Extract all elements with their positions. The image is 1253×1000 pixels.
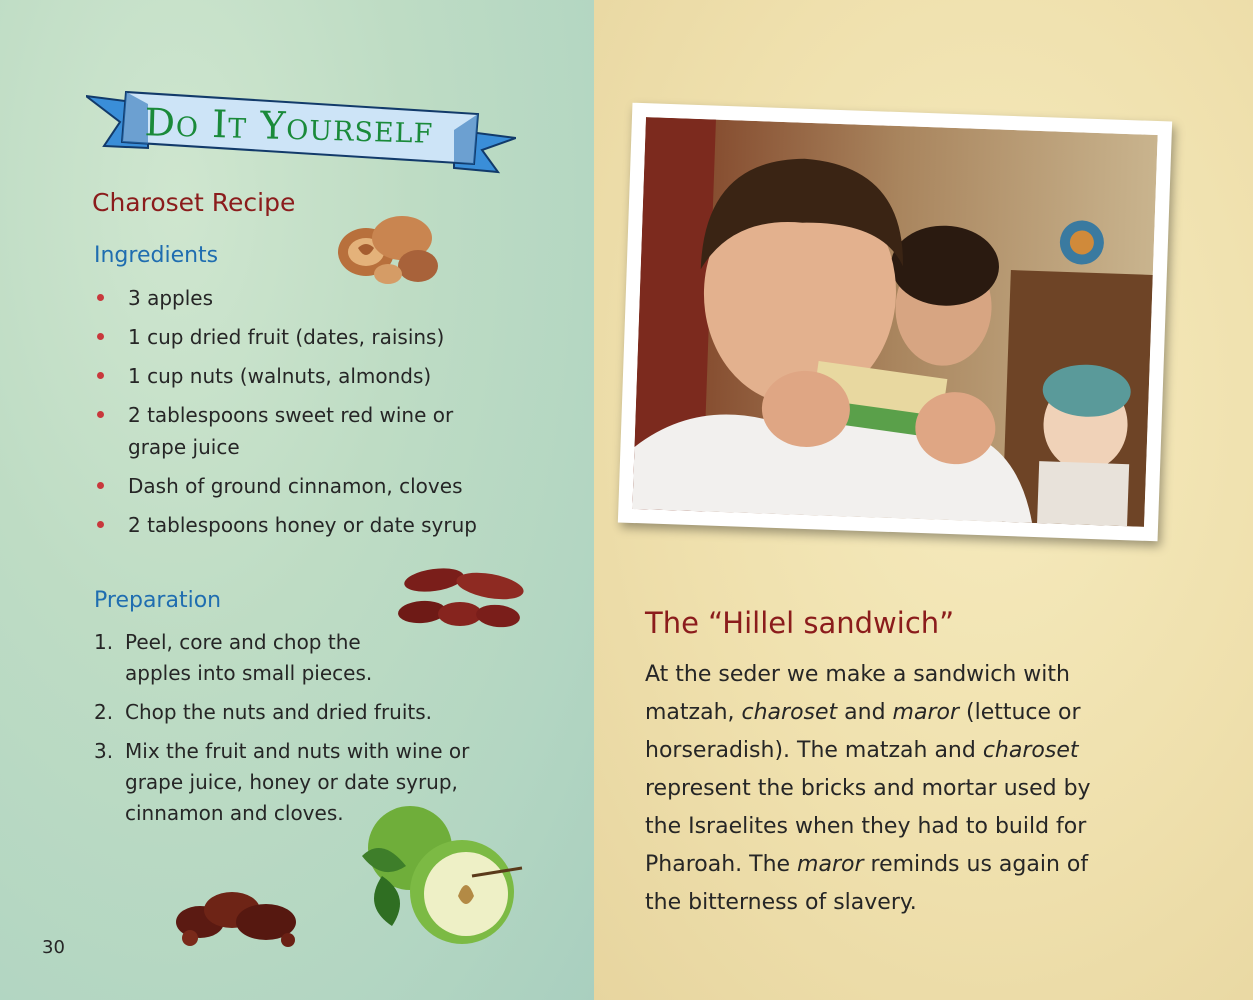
page-number: 30: [42, 937, 65, 958]
photo-frame: [618, 103, 1172, 542]
step-number: 3.: [94, 739, 114, 763]
recipe-title: Charoset Recipe: [92, 188, 296, 217]
list-item: 3 apples: [94, 282, 564, 314]
body-text: represent the bricks and mortar used by the Israelites when they had to build for Pharoah. The: [645, 776, 1091, 877]
green-apples-icon: [362, 796, 532, 948]
ingredients-heading: Ingredients: [94, 243, 219, 268]
section-heading: The “Hillel sandwich”: [645, 606, 955, 640]
dates-icon: [394, 562, 534, 634]
step-text: Mix the fruit and nuts with wine or grape juice, honey or date syrup, cinnamon and cloves.: [125, 739, 470, 825]
boy-eating-matzah-photo: [632, 117, 1157, 527]
list-item: 2 tablespoons honey or date syrup: [94, 509, 564, 541]
step-text: Chop the nuts and dried fruits.: [125, 700, 433, 724]
list-item: 1 cup nuts (walnuts, almonds): [94, 360, 564, 392]
body-text: and: [837, 700, 893, 725]
italic-term: charoset: [741, 700, 838, 725]
italic-term: maror: [892, 700, 960, 725]
list-item: [94, 627, 514, 689]
banner-title: Do It Yourself: [143, 100, 435, 152]
list-item: 2 tablespoons sweet red wine or grape juice: [94, 399, 468, 463]
body-paragraph: [645, 656, 1115, 922]
preparation-heading: Preparation: [94, 588, 222, 613]
body-text: (lettuce or horseradish). The matzah and: [645, 700, 1081, 763]
raisins-icon: [170, 882, 304, 950]
list-item: 1 cup dried fruit (dates, raisins): [94, 321, 564, 353]
list-item: Dash of ground cinnamon, cloves: [94, 470, 564, 502]
step-number: 1.: [94, 630, 114, 654]
step-number: 2.: [94, 700, 114, 724]
body-text: reminds us again of the bitterness of slavery.: [645, 852, 1089, 915]
step-text: Peel, core and chop the apples into small pieces.: [125, 630, 373, 685]
italic-term: maror: [797, 852, 864, 877]
list-item: [94, 697, 514, 728]
ingredients-list: [94, 282, 564, 548]
body-text: At the seder we make a sandwich with matzah,: [645, 662, 1070, 725]
italic-term: charoset: [982, 738, 1079, 763]
